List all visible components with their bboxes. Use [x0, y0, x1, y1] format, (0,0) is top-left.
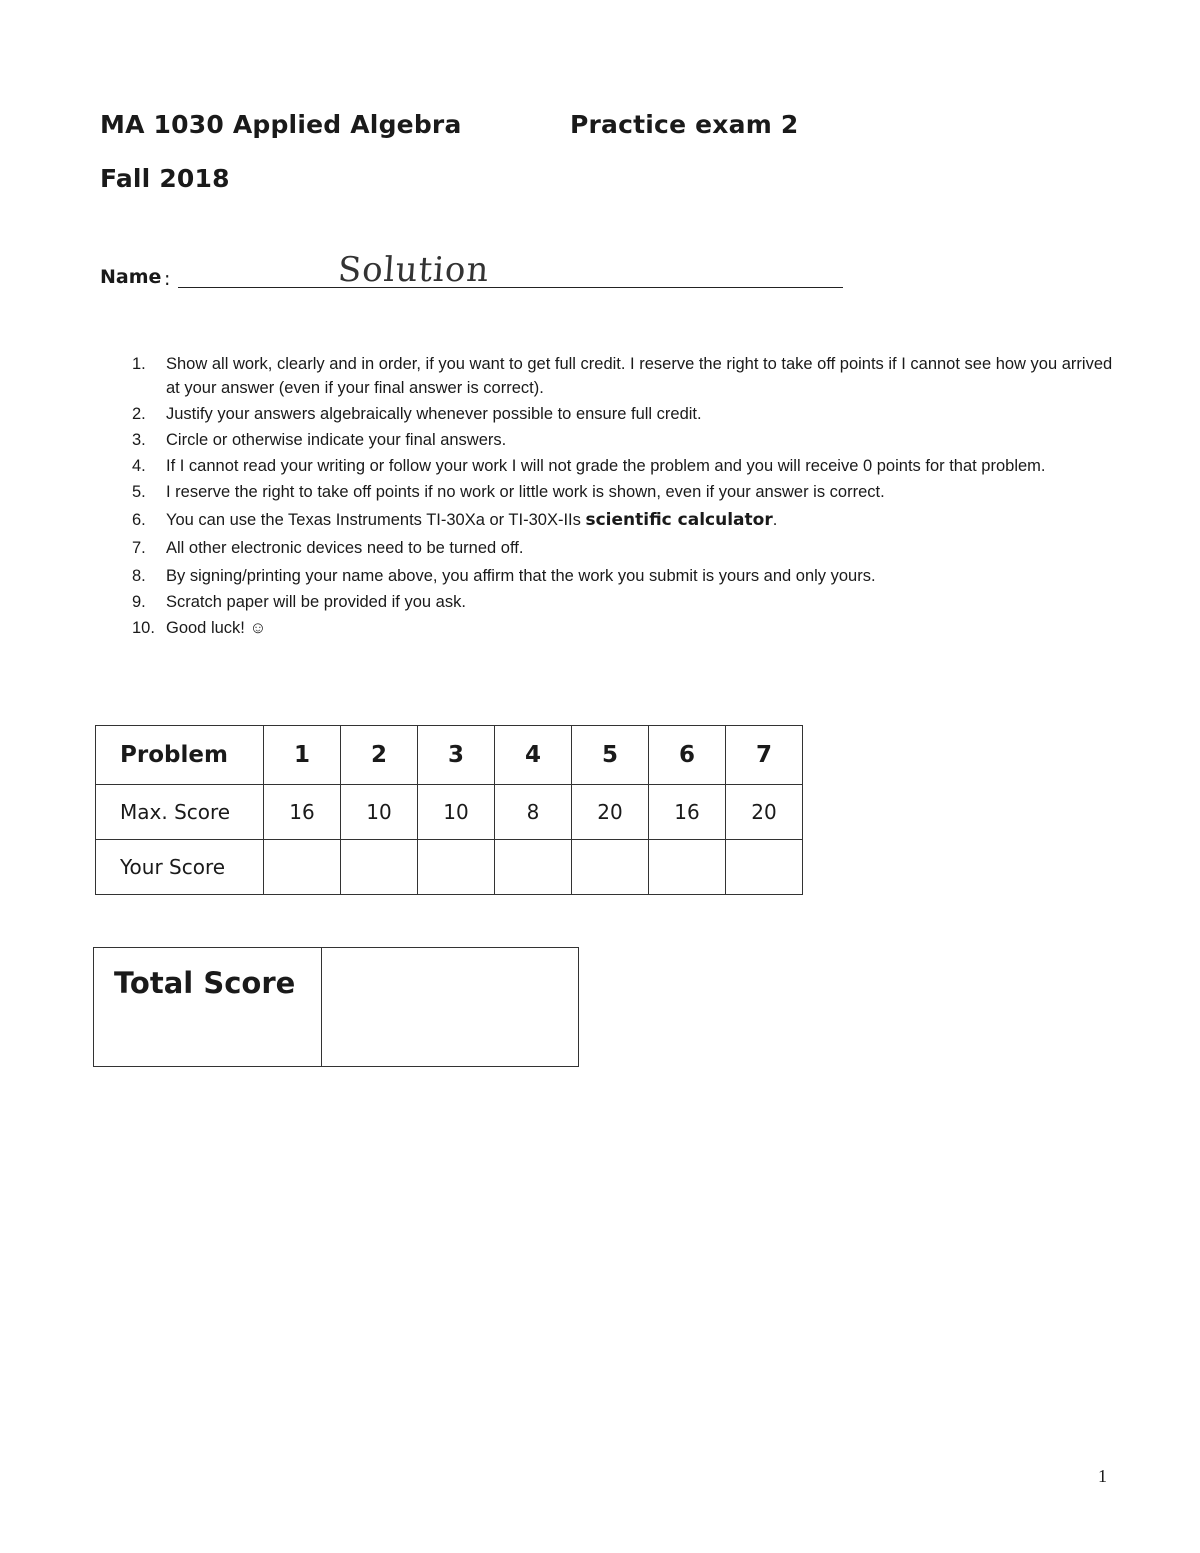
instruction-item: [130, 402, 1115, 426]
your-score-cell[interactable]: [649, 840, 726, 895]
max-score-cell: 10: [341, 785, 418, 840]
name-colon: :: [164, 268, 171, 290]
your-score-cell[interactable]: [726, 840, 803, 895]
instruction-item: [130, 536, 1115, 560]
instruction-item: [130, 480, 1115, 504]
course-title: MA 1030 Applied Algebra: [100, 110, 462, 139]
instruction-emphasis: scientific calculator: [585, 510, 773, 530]
your-score-cell[interactable]: [495, 840, 572, 895]
instruction-number: 8.: [132, 567, 146, 585]
name-label: Name: [100, 266, 162, 288]
instruction-number: 4.: [132, 457, 146, 475]
instruction-text: I reserve the right to take off points if no work or little work is shown, even if your answer is correct.: [166, 483, 885, 501]
row-header-your-score: Your Score: [96, 840, 264, 895]
max-score-cell: 20: [572, 785, 649, 840]
term-label: Fall 2018: [100, 164, 230, 193]
max-score-cell: 16: [649, 785, 726, 840]
instruction-text: By signing/printing your name above, you affirm that the work you submit is yours and only yours.: [166, 567, 876, 585]
instruction-number: 10.: [132, 619, 155, 637]
instruction-text: All other electronic devices need to be turned off.: [166, 539, 524, 557]
row-header-problem: Problem: [96, 726, 264, 785]
max-score-cell: 20: [726, 785, 803, 840]
instruction-number: 9.: [132, 593, 146, 611]
problem-number-cell: 7: [726, 726, 803, 785]
row-header-max-score: Max. Score: [96, 785, 264, 840]
instruction-text: Show all work, clearly and in order, if you want to get full credit. I reserve the right to take off points if I cannot see how you arrived at your answer (even if your final answer is correct).: [166, 355, 1113, 397]
problem-number-cell: 5: [572, 726, 649, 785]
your-score-cell[interactable]: [341, 840, 418, 895]
instruction-item: [130, 454, 1115, 478]
score-table: [95, 725, 803, 895]
instruction-item: [130, 564, 1115, 588]
instruction-item: [130, 616, 1115, 640]
table-row: [94, 948, 579, 1067]
instruction-item: [130, 352, 1115, 400]
instruction-text: Scratch paper will be provided if you ask.: [166, 593, 466, 611]
instruction-text: Circle or otherwise indicate your final answers.: [166, 431, 507, 449]
instruction-number: 5.: [132, 483, 146, 501]
name-field-line[interactable]: [178, 287, 843, 288]
instruction-item: [130, 428, 1115, 452]
instruction-number: 2.: [132, 405, 146, 423]
instruction-number: 6.: [132, 511, 146, 529]
instruction-number: 7.: [132, 539, 146, 557]
total-score-label: Total Score: [94, 948, 322, 1067]
instruction-item: [130, 508, 1115, 532]
max-score-cell: 16: [264, 785, 341, 840]
table-row: [96, 785, 803, 840]
your-score-cell[interactable]: [264, 840, 341, 895]
table-row: [96, 840, 803, 895]
instruction-text: You can use the Texas Instruments TI-30Xa or TI-30X-IIs: [166, 511, 581, 529]
problem-number-cell: 2: [341, 726, 418, 785]
problem-number-cell: 6: [649, 726, 726, 785]
instructions-list: [130, 352, 1115, 642]
problem-number-cell: 1: [264, 726, 341, 785]
your-score-cell[interactable]: [418, 840, 495, 895]
instruction-number: 1.: [132, 355, 146, 373]
max-score-cell: 8: [495, 785, 572, 840]
problem-number-cell: 4: [495, 726, 572, 785]
problem-number-cell: 3: [418, 726, 495, 785]
max-score-cell: 10: [418, 785, 495, 840]
instruction-text: If I cannot read your writing or follow your work I will not grade the problem and you will receive 0 points for that problem.: [166, 457, 1046, 475]
instruction-text: Justify your answers algebraically whenever possible to ensure full credit.: [166, 405, 702, 423]
instruction-item: [130, 590, 1115, 614]
table-row: [96, 726, 803, 785]
your-score-cell[interactable]: [572, 840, 649, 895]
exam-title: Practice exam 2: [570, 110, 799, 139]
instruction-suffix: .: [772, 511, 778, 529]
page-number: 1: [1098, 1466, 1107, 1486]
instruction-number: 3.: [132, 431, 146, 449]
instruction-text: Good luck! ☺: [166, 619, 267, 637]
total-score-cell[interactable]: [322, 948, 579, 1067]
total-score-table: [93, 947, 579, 1067]
handwritten-name: Solution: [336, 250, 491, 290]
